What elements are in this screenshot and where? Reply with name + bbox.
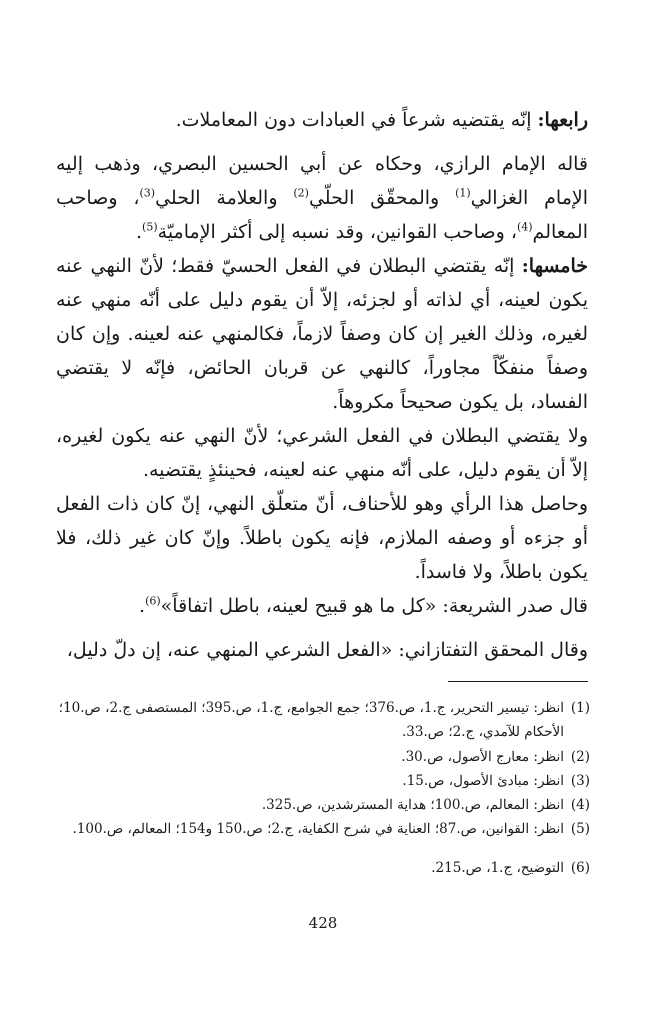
footnote-item	[56, 745, 590, 769]
footnote-ref-3[interactable]: (3)	[139, 186, 156, 200]
footnote-ref-6[interactable]: (6)	[145, 594, 161, 608]
paragraph-quote-taftazani	[56, 633, 588, 667]
footnote-text: التوضيح، ج.1، ص.215.	[431, 860, 564, 876]
footnote-number: (3)	[570, 773, 590, 789]
footnote-text: انظر: تيسير التحرير، ج.1، ص.376؛ جمع الجوامع، ج.1، ص.395؛ المستصفى ج.2، ص.10؛ الأحكام للآمدي، ج.2؛ ص.33.	[58, 700, 564, 740]
paragraph-text: .	[136, 221, 143, 243]
paragraph-text: ولا يقتضي البطلان في الفعل الشرعي؛ لأنّ النهي عنه يكون لغيره، إلاّ أن يقوم دليل، على أنّه منهي عنه لعينه، فحينئذٍ يقتضيه.	[56, 425, 588, 481]
paragraph-summary	[56, 487, 588, 589]
footnote-item	[56, 769, 590, 793]
footnote-text: انظر: القوانين، ص.87؛ العناية في شرح الكفاية، ج.2؛ ص.150 و154؛ المعالم، ص.100.	[72, 821, 564, 837]
footnote-text: انظر: مبادئ الأصول، ص.15.	[402, 773, 564, 789]
paragraph-lead: رابعها:	[537, 109, 588, 131]
paragraph-text: .	[139, 595, 146, 617]
paragraph-text: والعلامة الحلي	[155, 187, 294, 209]
paragraph-text: قال صدر الشريعة: «كل ما هو قبيح لعينه، باطل اتفاقاً»	[160, 595, 588, 617]
paragraph-text: إنّه يقتضيه شرعاً في العبادات دون المعاملات.	[175, 109, 538, 131]
paragraph-fourth-opinion	[56, 103, 588, 137]
paragraph-quote-sadr	[56, 589, 588, 623]
footnote-text: انظر: معارج الأصول، ص.30.	[401, 749, 564, 765]
footnote-number: (2)	[570, 749, 590, 765]
paragraph-text: ، وصاحب المعالم	[56, 187, 588, 243]
footnote-item	[56, 817, 590, 841]
footnote-item	[56, 856, 590, 880]
paragraph-text: إنّه يقتضي البطلان في الفعل الحسيّ فقط؛ لأنّ النهي عنه يكون لعينه، أي لذاته أو لجزئه، إلاّ أن يقوم دليل على أنّه منهي عنه لغيره، وذلك الغير إن كان وصفاً لازماً، فكالمنهي عنه لعينه. وإن كان وصفاً منفكّاً مجاوراً، كالنهي عن قربان الحائض، فإنّه لا يقتضي الفساد، بل يكون صحيحاً مكروهاً.	[56, 255, 588, 413]
footnote-ref-4[interactable]: (4)	[516, 220, 533, 234]
footnote-ref-5[interactable]: (5)	[142, 220, 158, 234]
footnote-ref-2[interactable]: (2)	[293, 186, 309, 200]
paragraph-lead: خامسها:	[521, 255, 588, 277]
paragraph-text: وقال المحقق التفتازاني: «الفعل الشرعي المنهي عنه، إن دلّ دليل،	[66, 639, 588, 661]
paragraph-legal-act	[56, 419, 588, 487]
paragraph-attribution	[56, 147, 588, 249]
footnote-separator	[448, 681, 588, 682]
footnote-ref-1[interactable]: (1)	[455, 186, 471, 200]
paragraph-text: قاله الإمام الرازي، وحكاه عن أبي الحسين البصري، وذهب إليه الإمام الغزالي	[56, 153, 588, 209]
footnote-text: انظر: المعالم، ص.100؛ هداية المسترشدين، ص.325.	[261, 797, 564, 813]
footnote-number: (5)	[570, 821, 590, 837]
footnote-item	[56, 793, 590, 817]
page-number: 428	[308, 914, 338, 932]
footnote-number: (6)	[570, 860, 590, 876]
paragraph-text: وحاصل هذا الرأي وهو للأحناف، أنّ متعلّق النهي، إنّ كان ذات الفعل أو جزءه أو وصفه الملازم، فإنه يكون باطلاً. وإنّ كان غير ذلك، فلا يكون باطلاً، ولا فاسداً.	[56, 493, 588, 583]
paragraph-fifth-opinion	[56, 249, 588, 419]
footnote-number: (1)	[570, 700, 590, 716]
footnote-number: (4)	[570, 797, 590, 813]
paragraph-text: والمحقّق الحلّي	[308, 187, 456, 209]
footnote-item	[56, 696, 590, 744]
paragraph-text: ، وصاحب القوانين، وقد نسبه إلى أكثر الإماميّة	[157, 221, 517, 243]
